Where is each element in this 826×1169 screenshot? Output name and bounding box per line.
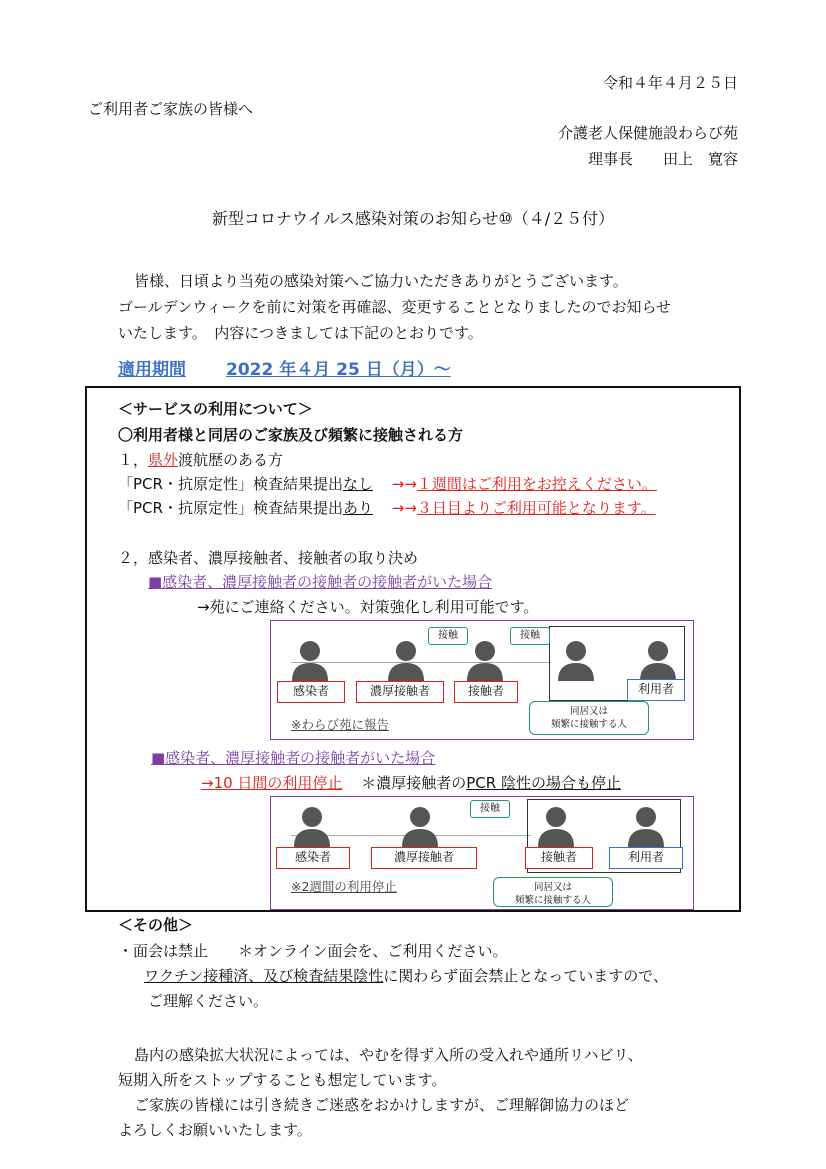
case2-title: ■感染者、濃厚接触者の接触者がいた場合	[151, 749, 436, 767]
person-icon	[626, 805, 666, 847]
period-value: 2022 年４月 25 日（月）～	[226, 360, 451, 380]
person-icon	[465, 639, 505, 681]
item2-heading: ２，感染者、濃厚接触者、接触者の取り決め	[118, 549, 419, 567]
organization-name: 介護老人保健施設わらび苑	[557, 124, 738, 142]
intro-line-1: 皆様、日頃より当苑の感染対策へご協力いただきありがとうございます。	[134, 272, 628, 290]
notice-title: 新型コロナウイルス感染対策のお知らせ⑩（４/２５付）	[211, 209, 615, 228]
person-icon	[290, 639, 330, 681]
intro-line-2: ゴールデンウィークを前に対策を再確認、変更することとなりましたのでお知らせ	[118, 298, 672, 316]
case2-note-prefix: ＊濃厚接触者の	[361, 774, 467, 792]
closing-line-4: よろしくお願いいたします。	[118, 1121, 312, 1139]
item1-suffix: 渡航歴のある方	[178, 451, 284, 469]
visits-banned-line: ・面会は禁止 ＊オンライン面会を、ご利用ください。	[118, 942, 508, 960]
row-b-arrow: →→	[391, 499, 417, 517]
period-label: 適用期間	[118, 360, 186, 380]
item1-row-b	[118, 498, 656, 518]
person-icon	[556, 639, 596, 681]
household-line-2: 頻繁に接触する人	[550, 719, 627, 730]
person-icon	[400, 805, 440, 847]
signer-name: 理事長 田上 寛容	[587, 150, 738, 168]
label-user: 利用者	[609, 847, 683, 869]
contact-bubble: 接触	[428, 627, 468, 645]
label-user: 利用者	[627, 679, 685, 701]
item1-line	[118, 450, 283, 470]
case1-title: ■感染者、濃厚接触者の接触者の接触者がいた場合	[148, 573, 493, 591]
row-a-flag: なし	[342, 475, 373, 493]
household-line-1: 同居又は	[533, 882, 572, 893]
item1-row-a	[118, 474, 657, 494]
household-bubble	[493, 877, 613, 907]
household-line-1: 同居又は	[569, 706, 608, 717]
contact-bubble: 接触	[510, 627, 550, 645]
diagram2-note: ※2週間の利用停止	[291, 879, 397, 894]
label-contact: 接触者	[525, 847, 593, 869]
closing-line-2: 短期入所をストップすることも想定しています。	[118, 1071, 447, 1089]
person-icon	[386, 639, 426, 681]
case2-action-line	[201, 773, 621, 793]
visits-condition-rest: に関わらず面会禁止となっていますので、	[383, 967, 668, 985]
other-heading: ＜その他＞	[118, 916, 194, 934]
household-bubble	[529, 701, 649, 735]
row-b-text: 「PCR・抗原定性」検査結果提出	[118, 499, 343, 517]
document-date: 令和４年４月２５日	[602, 74, 738, 92]
person-icon	[536, 805, 576, 847]
item1-highlight: 県外	[148, 451, 179, 469]
case2-action: →10 日間の利用停止	[201, 774, 343, 792]
row-a-result: １週間はご利用をお控えください。	[416, 475, 657, 493]
closing-line-3: ご家族の皆様には引き続きご迷惑をおかけしますが、ご理解御協力のほど	[134, 1096, 630, 1114]
service-heading: ＜サービスの利用について＞	[118, 400, 313, 418]
row-a-arrow: →→	[391, 475, 417, 493]
label-infected: 感染者	[277, 681, 345, 703]
service-subheading: 〇利用者様と同居のご家族及び頻繁に接触される方	[118, 426, 464, 444]
vaccination-condition: ワクチン接種済、及び検査結果陰性	[144, 967, 384, 985]
label-contact: 接触者	[454, 681, 518, 703]
closing-line-1: 島内の感染拡大状況によっては、やむを得ず入所の受入れや通所リハビリ、	[134, 1046, 643, 1064]
person-icon	[638, 639, 678, 681]
label-infected: 感染者	[276, 847, 350, 869]
item1-prefix: １，	[118, 451, 149, 469]
contact-bubble: 接触	[470, 800, 510, 818]
intro-line-3: いたします。 内容につきましては下記のとおりです。	[118, 324, 483, 342]
row-a-text: 「PCR・抗原定性」検査結果提出	[118, 475, 343, 493]
contact-chain-diagram-1	[270, 620, 694, 740]
person-icon	[292, 805, 332, 847]
household-line-2: 頻繁に接触する人	[514, 895, 591, 906]
understanding-line: ご理解ください。	[148, 992, 269, 1010]
case2-note-underlined: PCR 陰性の場合も停止	[466, 774, 621, 792]
application-period	[118, 355, 451, 380]
visits-condition-line	[144, 966, 668, 986]
recipient-line: ご利用者ご家族の皆様へ	[88, 100, 254, 118]
row-b-flag: あり	[342, 499, 373, 517]
case1-action: →苑にご連絡ください。対策強化し利用可能です。	[197, 598, 539, 616]
row-b-result: ３日目よりご利用可能となります。	[416, 499, 656, 517]
label-close-contact: 濃厚接触者	[371, 847, 477, 869]
contact-chain-diagram-2	[270, 796, 694, 910]
label-close-contact: 濃厚接触者	[356, 681, 444, 703]
diagram1-note: ※わらび苑に報告	[291, 717, 389, 732]
